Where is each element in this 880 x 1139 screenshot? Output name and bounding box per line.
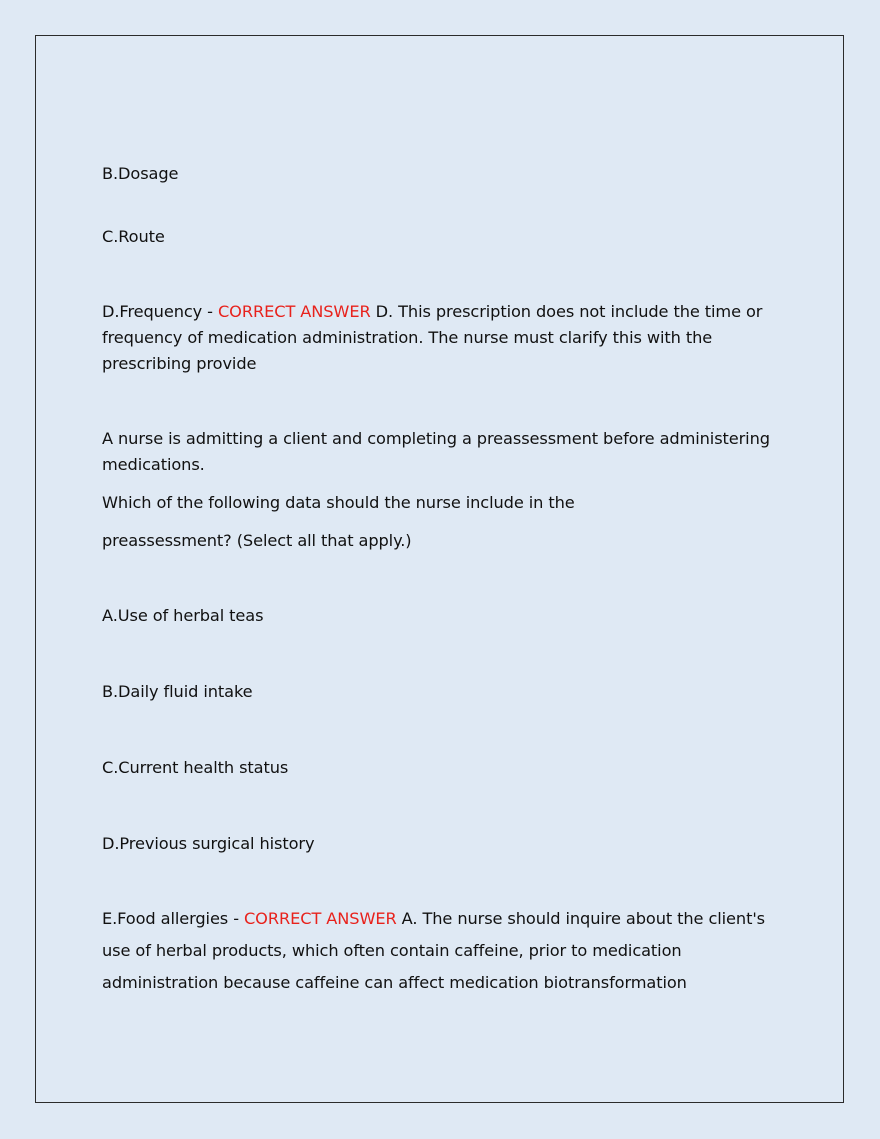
q2-answer-line1: A. The nurse should inquire about the client's [396, 909, 766, 928]
q2-option-b: B.Daily fluid intake [102, 682, 253, 701]
q1-option-d: D.Frequency - [102, 302, 218, 321]
q2-option-e-with-answer [102, 906, 765, 932]
q2-stem-line1: A nurse is admitting a client and completing a preassessment before administering medications. [102, 429, 770, 474]
q1-option-b: B.Dosage [102, 164, 179, 183]
q2-option-d: D.Previous surgical history [102, 834, 315, 853]
q2-answer-line2: use of herbal products, which often contain caffeine, prior to medication [102, 941, 682, 960]
q2-stem-line3: preassessment? (Select all that apply.) [102, 531, 412, 550]
q1-option-d-with-answer [102, 299, 782, 377]
q1-option-c: C.Route [102, 227, 165, 246]
q2-correct-answer-label: CORRECT ANSWER [243, 909, 397, 928]
q2-option-e: E.Food allergies - [102, 909, 244, 928]
q1-answer-explanation: D. This prescription does not include the time or frequency of medication administration. The nurse must clarify this with the prescribing provide [102, 302, 763, 373]
q2-option-a: A.Use of herbal teas [102, 606, 264, 625]
q2-option-c: C.Current health status [102, 758, 289, 777]
q2-stem-line2: Which of the following data should the nurse include in the [102, 493, 575, 512]
q1-correct-answer-label: CORRECT ANSWER [217, 302, 371, 321]
q2-answer-line3: administration because caffeine can affect medication biotransformation [102, 973, 687, 992]
